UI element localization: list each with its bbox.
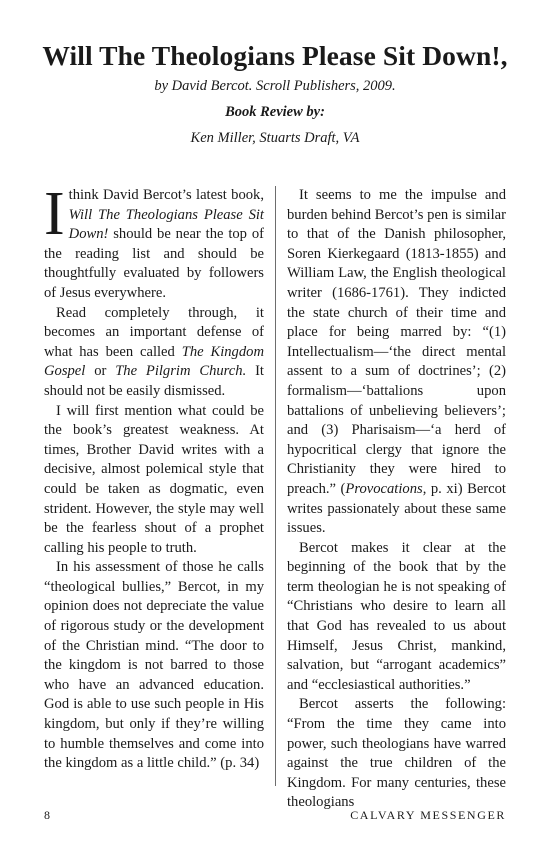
paragraph [287, 186, 506, 539]
italic-term: The Kingdom Gospel [44, 343, 264, 380]
reviewer-name: Ken Miller, Stuarts Draft, VA [190, 130, 360, 146]
paragraph: Bercot asserts the following: “From the time they came into power, such theologians have warred against the true children of the Kingdom. For many centuries, these theologians [287, 696, 506, 811]
page-number: 8 [44, 808, 50, 822]
drop-cap: I [44, 180, 65, 248]
text-run: , p. xi) Bercot writes passionately about these same issues. [287, 480, 506, 537]
review-label: Book Review by: [225, 104, 325, 120]
right-column [287, 186, 506, 813]
article-title: Will The Theologians Please Sit Down!, [42, 40, 508, 71]
paragraph: In his assessment of those he calls “theological bullies,” Bercot, in my opinion does not depreciate the value of rigorous study or the development of the Christian mind. “The door to the kingdom is not barred to those who have an advanced education. God is able to use such people in His kingdom, but only if they’re willing to humble themselves and come into the kingdom as a little child.” (p. 34) [44, 559, 264, 772]
book-byline: by David Bercot. Scroll Publishers, 2009. [154, 78, 396, 94]
citation-italic: Provocations [345, 480, 423, 497]
book-title-italic: Will The Theologians Please Sit Down! [68, 206, 264, 243]
column-divider [275, 186, 276, 786]
paragraph [44, 180, 264, 304]
left-column [44, 180, 264, 774]
paragraph: Bercot makes it clear at the beginning of the book that by the term theologian he is not speaking of “Christians who desire to learn all that God has revealed to us about Himself, Jesus Christ, mankind, salvation, but “arrogant academics” and “ecclesiastical authorities.” [287, 539, 506, 693]
text-run: think David Bercot’s latest book, [68, 187, 264, 203]
text-run: or [85, 363, 116, 380]
text-run: Read completely through, it becomes an important defense of what has been called [44, 304, 264, 360]
text-run: should be near the top of the reading list and should be thoughtfully evaluated by followers of Jesus everywhere. [44, 226, 264, 301]
italic-term: The Pilgrim Church. [115, 363, 247, 380]
text-run: It should not be easily dismissed. [44, 363, 264, 399]
publication-name: CALVARY MESSENGER [350, 808, 506, 822]
text-run: It seems to me the impulse and burden behind Bercot’s pen is similar to that of the Danish philosopher, Soren Kierkegaard (1813-1855) and William Law, the English theological writer (1686-1761). They indicted the state church of their time and place for being marred by: “(1) Intellectualism—‘the direct mental assent to a sum of doctrines’; (2) formalism—‘battalions upon battalions of unbelieving believers’; and (3) Pharisaism—‘a herd of hypocritical clergy that ignore the Christianity they were hired to preach.” ( [287, 187, 506, 497]
paragraph [44, 304, 264, 402]
paragraph: I will first mention what could be the book’s greatest weakness. At times, Brother David writes with a decisive, almost polemical style that could be taken as dogmatic, even strident. However, the style may well be the fearless shout of a prophet calling his people to truth. [44, 402, 264, 556]
